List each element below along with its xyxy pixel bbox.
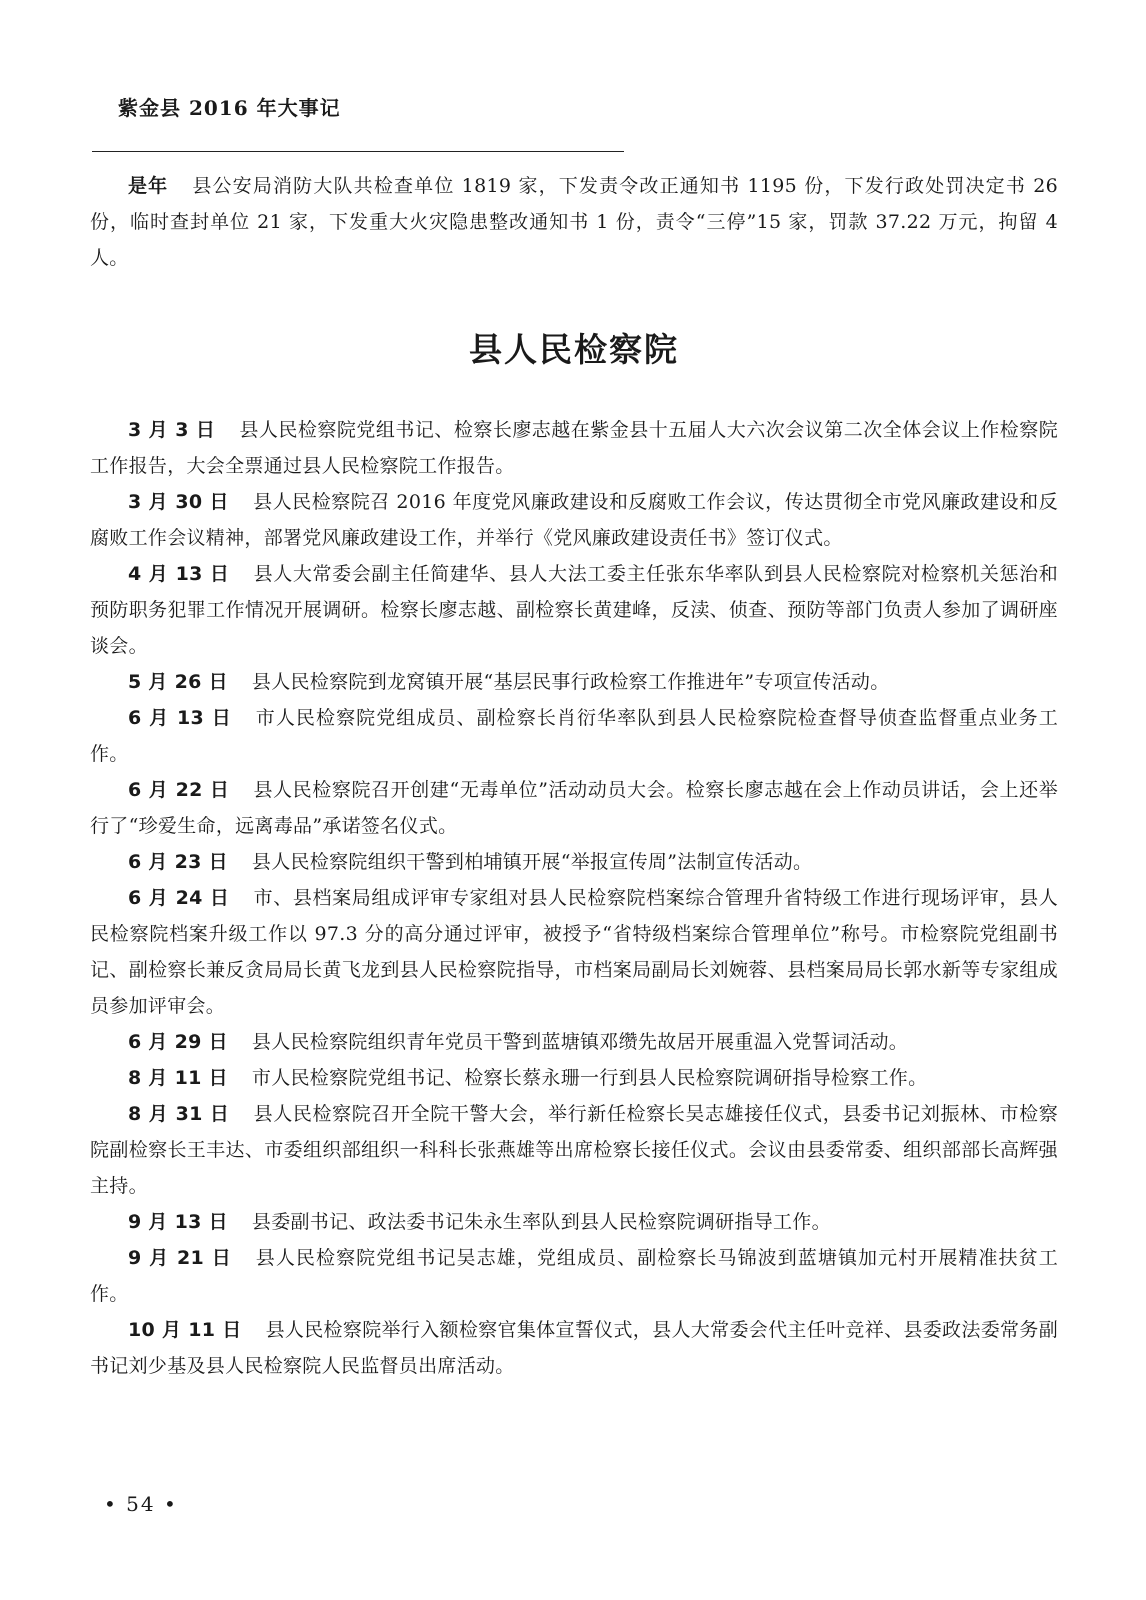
intro-lead: 是年 xyxy=(128,175,169,197)
event-text: 市人民检察院党组成员、副检察长肖衍华率队到县人民检察院检查督导侦查监督重点业务工作。 xyxy=(90,707,1058,765)
running-header: 紫金县 2016 年大事记 xyxy=(118,96,341,120)
event-date: 8 月 11 日 xyxy=(128,1067,228,1089)
event-entry xyxy=(90,664,1058,700)
event-date: 3 月 3 日 xyxy=(128,419,216,441)
event-date: 6 月 13 日 xyxy=(128,707,232,729)
header-rule xyxy=(92,151,624,152)
section-title: 县人民检察院 xyxy=(469,330,679,369)
event-text: 市人民检察院党组书记、检察长蔡永珊一行到县人民检察院调研指导检察工作。 xyxy=(251,1067,928,1089)
page-content xyxy=(90,168,1058,1384)
event-date: 5 月 26 日 xyxy=(128,671,228,693)
event-entry xyxy=(90,556,1058,664)
event-entry xyxy=(90,772,1058,844)
event-text: 县人大常委会副主任简建华、县人大法工委主任张东华率队到县人民检察院对检察机关惩治和预防职务犯罪工作情况开展调研。检察长廖志越、副检察长黄建峰，反渎、侦查、预防等部门负责人参加了调研座谈会。 xyxy=(90,563,1059,657)
intro-paragraph xyxy=(90,168,1058,276)
event-date: 9 月 13 日 xyxy=(128,1211,228,1233)
event-text: 县人民检察院举行入额检察官集体宣誓仪式，县人大常委会代主任叶竞祥、县委政法委常务副书记刘少基及县人民检察院人民监督员出席活动。 xyxy=(90,1319,1058,1377)
event-entry xyxy=(90,1060,1058,1096)
event-entry xyxy=(90,484,1058,556)
event-entry xyxy=(90,1024,1058,1060)
event-date: 10 月 11 日 xyxy=(128,1319,242,1341)
event-entry xyxy=(90,700,1058,772)
event-date: 4 月 13 日 xyxy=(128,563,230,585)
event-date: 6 月 22 日 xyxy=(128,779,230,801)
event-text: 市、县档案局组成评审专家组对县人民检察院档案综合管理升省特级工作进行现场评审，县人民检察院档案升级工作以 97.3 分的高分通过评审，被授予“省特级档案综合管理单位”称号。市检察院党组副书记、副检察长兼反贪局局长黄飞龙到县人民检察院指导，市档案局副局长刘婉蓉、县档案局局长郭水新等专家组成员参加评审会。 xyxy=(90,887,1059,1017)
event-date: 6 月 23 日 xyxy=(128,851,228,873)
event-entry xyxy=(90,1096,1058,1204)
event-text: 县人民检察院组织青年党员干警到蓝塘镇邓缵先故居开展重温入党誓词活动。 xyxy=(251,1031,909,1053)
event-entry xyxy=(90,844,1058,880)
event-text: 县人民检察院召开创建“无毒单位”活动动员大会。检察长廖志越在会上作动员讲话，会上还举行了“珍爱生命，远离毒品”承诺签名仪式。 xyxy=(90,779,1059,837)
event-date: 6 月 29 日 xyxy=(128,1031,228,1053)
event-date: 3 月 30 日 xyxy=(128,491,230,513)
event-text: 县人民检察院召 2016 年度党风廉政建设和反腐败工作会议，传达贯彻全市党风廉政建设和反腐败工作会议精神，部署党风廉政建设工作，并举行《党风廉政建设责任书》签订仪式。 xyxy=(90,491,1058,549)
event-text: 县人民检察院到龙窝镇开展“基层民事行政检察工作推进年”专项宣传活动。 xyxy=(251,671,890,693)
event-date: 9 月 21 日 xyxy=(128,1247,232,1269)
event-entry xyxy=(90,880,1058,1024)
event-text: 县委副书记、政法委书记朱永生率队到县人民检察院调研指导工作。 xyxy=(251,1211,831,1233)
event-date: 8 月 31 日 xyxy=(128,1103,230,1125)
event-text: 县人民检察院召开全院干警大会，举行新任检察长吴志雄接任仪式，县委书记刘振林、市检察院副检察长王丰达、市委组织部组织一科科长张燕雄等出席检察长接任仪式。会议由县委常委、组织部部长高辉强主持。 xyxy=(90,1103,1059,1197)
intro-text: 县公安局消防大队共检查单位 1819 家，下发责令改正通知书 1195 份，下发行政处罚决定书 26 份，临时查封单位 21 家，下发重大火灾隐患整改通知书 1 份，责令“三停”15 家，罚款 37.22 万元，拘留 4 人。 xyxy=(90,175,1058,269)
event-entry xyxy=(90,412,1058,484)
event-text: 县人民检察院党组书记吴志雄，党组成员、副检察长马锦波到蓝塘镇加元村开展精准扶贫工作。 xyxy=(90,1247,1058,1305)
event-list xyxy=(90,412,1058,1384)
event-entry xyxy=(90,1312,1058,1384)
event-text: 县人民检察院党组书记、检察长廖志越在紫金县十五届人大六次会议第二次全体会议上作检察院工作报告，大会全票通过县人民检察院工作报告。 xyxy=(90,419,1058,477)
event-text: 县人民检察院组织干警到柏埔镇开展“举报宣传周”法制宣传活动。 xyxy=(251,851,813,873)
event-entry xyxy=(90,1240,1058,1312)
event-entry xyxy=(90,1204,1058,1240)
event-date: 6 月 24 日 xyxy=(128,887,230,909)
page-number: • 54 • xyxy=(104,1492,178,1516)
